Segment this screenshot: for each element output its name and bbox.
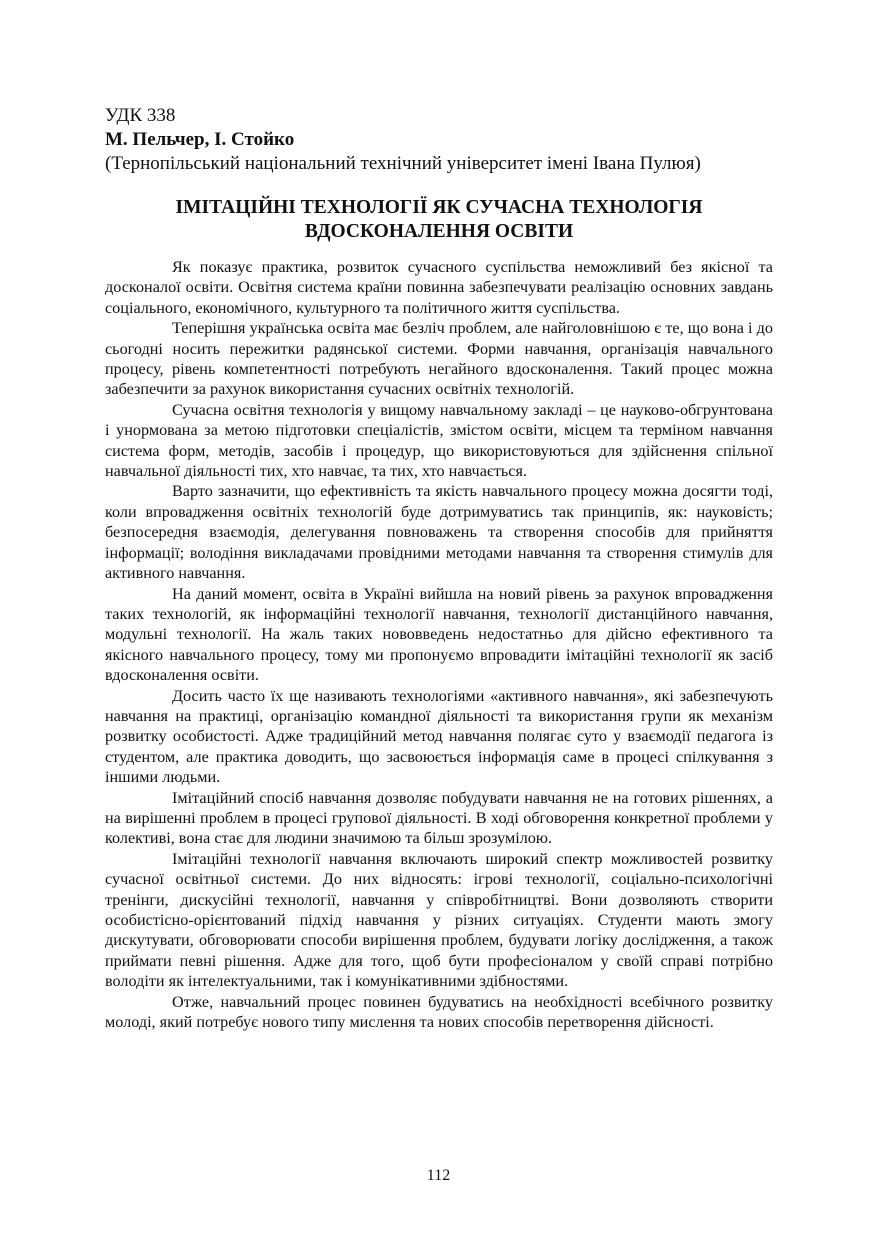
paragraph: Сучасна освітня технологія у вищому навчальному закладі – це науково-обгрунтована і унормована за метою підготовки спеціалістів, змістом освіти, місцем та терміном навчання система форм, методів, засобів і процедур, що використовуються для здійснення спільної навчальної діяльності тих, хто навчає, та тих, хто навчається. xyxy=(105,400,773,481)
paragraph: Імітаційний спосіб навчання дозволяє побудувати навчання не на готових рішеннях, а на вирішенні проблем в процесі групової діяльності. В ході обговорення конкретної проблеми у колективі, вона стає для людини значимою та більш зрозумілою. xyxy=(105,788,773,848)
paragraph: Як показує практика, розвиток сучасного суспільства неможливий без якісної та досконалої освіти. Освітня система країни повинна забезпечувати реалізацію основних завдань соціального, економічного, культурного та політичного життя суспільства. xyxy=(105,258,773,317)
paragraph: Досить часто їх ще називають технологіями «активного навчання», які забезпечують навчання на практиці, організацію командної діяльності та використання групи як механізм розвитку особистості. Адже традиційний метод навчання полягає суто у взаємодії педагога із студентом, але практика доводить, що засвоюється інформація саме в процесі спілкування з іншими людьми. xyxy=(105,686,773,787)
paragraph: Теперішня українська освіта має безліч проблем, але найголовнішою є те, що вона і до сьогодні носить пережитки радянської системи. Форми навчання, організація навчального процесу, рівень компетентності потребують негайного вдосконалення. Такий процес можна забезпечити за рахунок використання сучасних освітніх технологій. xyxy=(105,319,773,399)
affiliation: (Тернопільський національний технічний університет імені Івана Пулюя) xyxy=(105,153,701,174)
title-line-2: ВДОСКОНАЛЕННЯ ОСВІТИ xyxy=(304,221,574,242)
title-line-1: ІМІТАЦІЙНІ ТЕХНОЛОГІЇ ЯК СУЧАСНА ТЕХНОЛОГІЯ xyxy=(175,197,703,218)
paragraph: Імітаційні технології навчання включають широкий спектр можливостей розвитку сучасної освітньої системи. До них відносять: ігрові технології, соціально-психологічні тренінги, дискусійні технології, навчання у співробітництві. Вони дозволяють створити особистісно-орієнтований підхід навчання у різних ситуаціях. Студенти мають змогу дискутувати, обговорювати способи вирішення проблем, будувати логіку дослідження, а також приймати певні рішення. Адже для того, щоб бути професіоналом у своїй справі потрібно володіти як інтелектуальними, так і комунікативними здібностями. xyxy=(105,849,773,991)
article-body xyxy=(105,257,773,1032)
page-number: 112 xyxy=(426,1167,451,1184)
paragraph: На даний момент, освіта в Україні вийшла на новий рівень за рахунок впровадження таких технологій, як інформаційні технології навчання, технології дистанційного навчання, модульні технології. На жаль таких нововведень недостатньо для дійсно ефективного та якісного навчального процесу, тому ми пропонуємо впровадити імітаційні технології як засіб вдосконалення освіти. xyxy=(105,584,773,685)
article-header xyxy=(105,104,785,176)
authors: М. Пельчер, І. Стойко xyxy=(105,129,295,150)
article-title xyxy=(105,196,773,244)
paragraph: Варто зазначити, що ефективність та якість навчального процесу можна досягти тоді, коли впровадження освітніх технологій буде дотримуватись так принципів, як: науковість; безпосередня взаємодія, делегування повноважень та створення способів для прийняття інформації; володіння викладачами провідними методами навчання та створення стимулів для активного навчання. xyxy=(105,482,773,583)
udc-code: УДК 338 xyxy=(105,105,176,126)
paragraph: Отже, навчальний процес повинен будуватись на необхідності всебічного розвитку молоді, який потребує нового типу мислення та нових способів перетворення дійсності. xyxy=(105,992,773,1032)
